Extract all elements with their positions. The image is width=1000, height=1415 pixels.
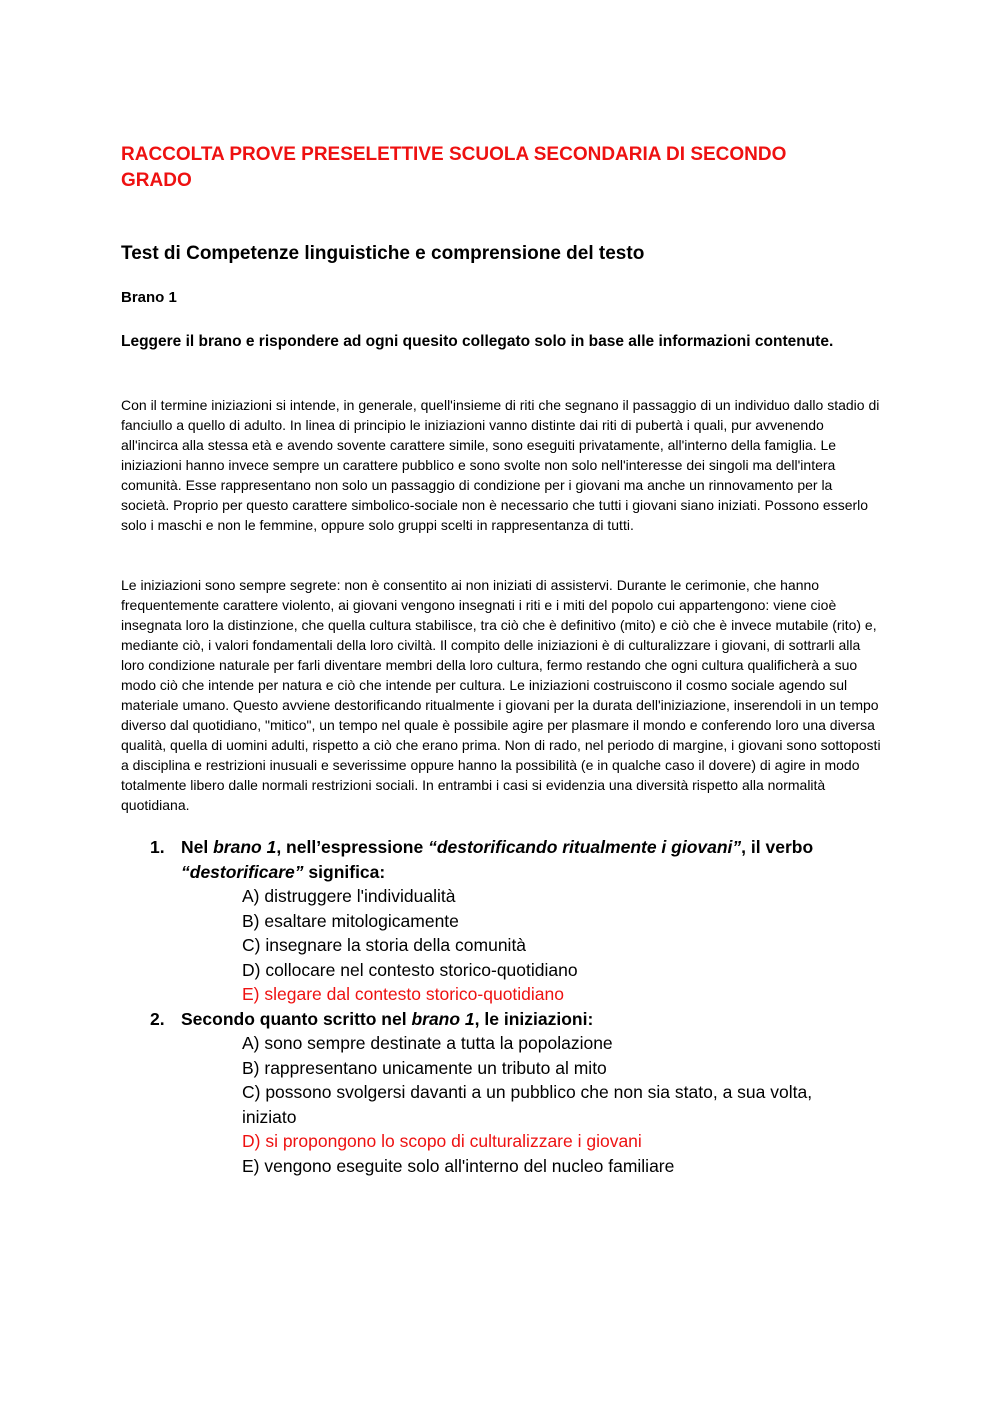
answer-option: D) collocare nel contesto storico-quotidiano	[242, 959, 578, 980]
answer-option: A) distruggere l'individualità	[242, 886, 456, 906]
question-text-part: Secondo quanto scritto nel	[181, 1008, 412, 1029]
question-text-part: , le iniziazioni:	[474, 1008, 594, 1029]
question-text-part: , il verbo	[741, 837, 814, 857]
answer-options	[242, 884, 870, 1007]
section-title: Test di Competenze linguistiche e comprensione del testo	[121, 243, 645, 264]
answer-option: B) esaltare mitologicamente	[242, 910, 459, 931]
answer-option: A) sono sempre destinate a tutta la popolazione	[242, 1033, 613, 1053]
question-text-italic: brano 1	[213, 837, 277, 857]
question-2	[150, 1007, 870, 1179]
question-text-part: significa:	[303, 861, 386, 882]
question-text-italic: “destorificando ritualmente i giovani”	[428, 837, 742, 857]
question-text-part: , nell’espressione	[276, 837, 429, 857]
answer-option-correct: E) slegare dal contesto storico-quotidiano	[242, 984, 564, 1004]
answer-option: C) insegnare la storia della comunità	[242, 935, 527, 955]
answer-option: E) vengono eseguite solo all'interno del nucleo familiare	[242, 1155, 675, 1176]
question-text	[181, 835, 870, 884]
question-text-part: Nel	[181, 837, 214, 857]
question-number: 1.	[150, 837, 165, 857]
document-title: RACCOLTA PROVE PRESELETTIVE SCUOLA SECONDARIA DI SECONDO GRADO	[121, 144, 787, 191]
instructions: Leggere il brano e rispondere ad ogni quesito collegato solo in base alle informazioni contenute.	[121, 333, 834, 350]
answer-options	[242, 1031, 870, 1178]
answer-option-correct: D) si propongono lo scopo di culturalizzare i giovani	[242, 1131, 642, 1151]
question-text-italic: “destorificare”	[181, 861, 304, 882]
question-number: 2.	[150, 1008, 165, 1029]
question-1	[150, 835, 870, 1007]
question-text-italic: brano 1	[411, 1008, 475, 1029]
question-list	[150, 835, 870, 1178]
passage-paragraph-1: Con il termine iniziazioni si intende, in generale, quell'insieme di riti che segnano il passaggio di un individuo dallo stadio di fanciullo a quello di adulto. In linea di principio le iniziazioni vanno distinte dai riti di pubertà i quali, pur avvenendo all'incirca alla stessa età e avendo sovente carattere simile, sono eseguiti privatamente, all'interno della famiglia. Le iniziazioni hanno invece sempre un carattere pubblico e sono svolte non solo nell'interesse dei singoli ma dell'intera comunità. Esse rappresentano non solo un passaggio di condizione per i giovani ma anche un rinnovamento per la società. Proprio per questo carattere simbolico-sociale non è necessario che tutti i giovani siano iniziati. Possono esserlo solo i maschi e non le femmine, oppure solo gruppi scelti in rappresentanza di tutti.	[121, 397, 880, 533]
answer-option: C) possono svolgersi davanti a un pubblico che non sia stato, a sua volta, iniziato	[242, 1082, 813, 1127]
passage-paragraph-2: Le iniziazioni sono sempre segrete: non è consentito ai non iniziati di assistervi. Durante le cerimonie, che hanno frequentemente carattere violento, ai giovani vengono insegnati i riti e i miti del popolo cui appartengono: viene cioè insegnata loro la distinzione, che quella cultura stabilisce, tra ciò che è definitivo (mito) e ciò che è invece mutabile (rito) e, mediante ciò, i valori fondamentali della loro civiltà. Il compito delle iniziazioni è di culturalizzare i giovani, di sottrarli alla loro condizione naturale per farli diventare membri della loro cultura, fermo restando che ogni cultura qualificherà a suo modo ciò che intende per natura e ciò che intende per cultura. Le iniziazioni costruiscono il cosmo sociale agendo sul materiale umano. Questo avviene destorificando ritualmente i giovani per la durata dell'iniziazione, inserendoli in un tempo diverso dal quotidiano, "mitico", un tempo nel quale è possibile agire per plasmare il mondo e conferendo loro una diversa qualità, quella di uomini adulti, rispetto a ciò che erano prima. Non di rado, nel periodo di margine, i giovani sono sottoposti a disciplina e restrizioni inusuali e severissime oppure hanno la possibilità (e in qualche caso il dovere) di agire in modo totalmente libero dalle normali restrizioni sociali. In entrambi i casi si evidenzia una diversità rispetto alla normalità quotidiana.	[121, 577, 881, 813]
question-text	[181, 1007, 870, 1032]
answer-option: B) rappresentano unicamente un tributo al mito	[242, 1057, 607, 1078]
brano-label: Brano 1	[121, 289, 177, 306]
